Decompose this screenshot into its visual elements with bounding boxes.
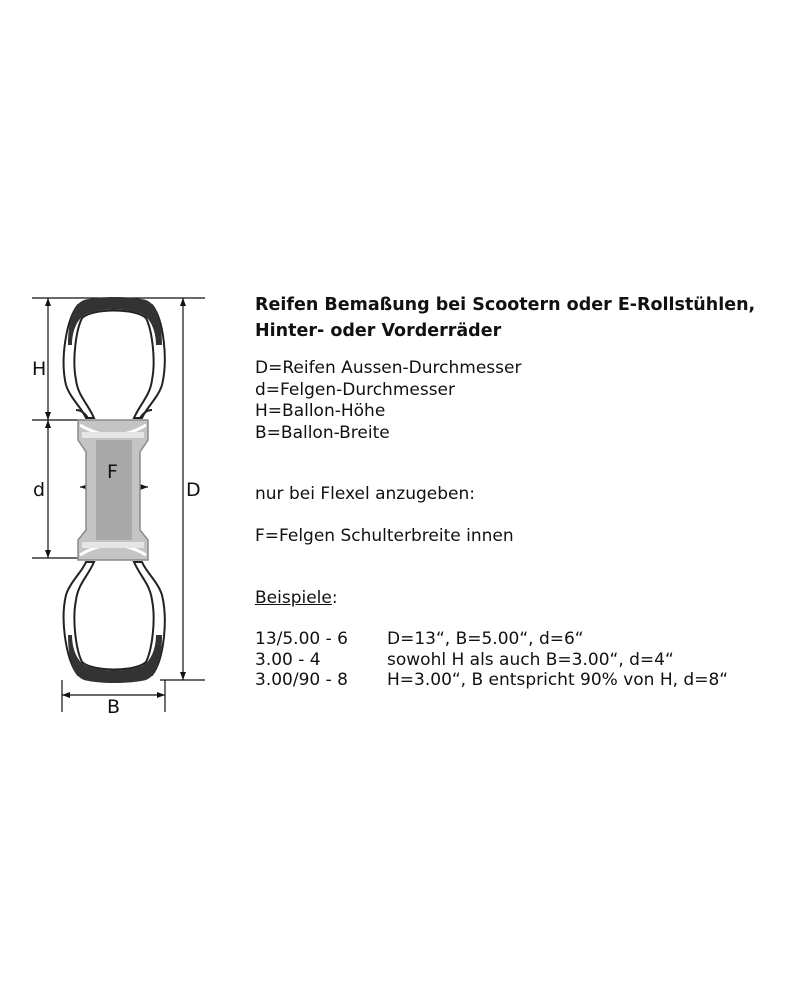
tire-bottom-section xyxy=(64,562,165,683)
description-text xyxy=(255,292,795,691)
flexel-note: nur bei Flexel anzugeben: xyxy=(255,484,475,504)
definition-D: D=Reifen Aussen-Durchmesser xyxy=(255,358,522,378)
example-row xyxy=(255,629,795,650)
title-line-1: Reifen Bemaßung bei Scootern oder E-Rollstühlen, xyxy=(255,295,756,315)
example-row xyxy=(255,670,795,691)
label-H: H xyxy=(32,358,47,380)
definition-d: d=Felgen-Durchmesser xyxy=(255,379,456,400)
example-desc: H=3.00“, B entspricht 90% von H, d=8“ xyxy=(387,670,729,690)
example-code: 3.00 - 4 xyxy=(255,649,321,670)
example-row xyxy=(255,650,795,671)
example-desc: D=13“, B=5.00“, d=6“ xyxy=(387,629,584,649)
example-code: 3.00/90 - 8 xyxy=(255,670,348,690)
label-d: d xyxy=(33,479,46,501)
definition-B: B=Ballon-Breite xyxy=(255,422,390,443)
example-code: 13/5.00 - 6 xyxy=(255,629,348,649)
label-B: B xyxy=(107,696,121,718)
example-desc: sowohl H als auch B=3.00“, d=4“ xyxy=(387,649,674,670)
label-F: F xyxy=(107,461,118,483)
flexel-definition: F=Felgen Schulterbreite innen xyxy=(255,525,514,546)
examples-heading: Beispiele: xyxy=(255,588,338,608)
title-line-2: Hinter- oder Vorderräder xyxy=(255,321,502,341)
tire-dimension-diagram xyxy=(0,0,240,1000)
label-D: D xyxy=(186,479,201,501)
tire-top-section xyxy=(64,297,165,418)
rim xyxy=(78,420,148,560)
definition-H: H=Ballon-Höhe xyxy=(255,401,386,421)
